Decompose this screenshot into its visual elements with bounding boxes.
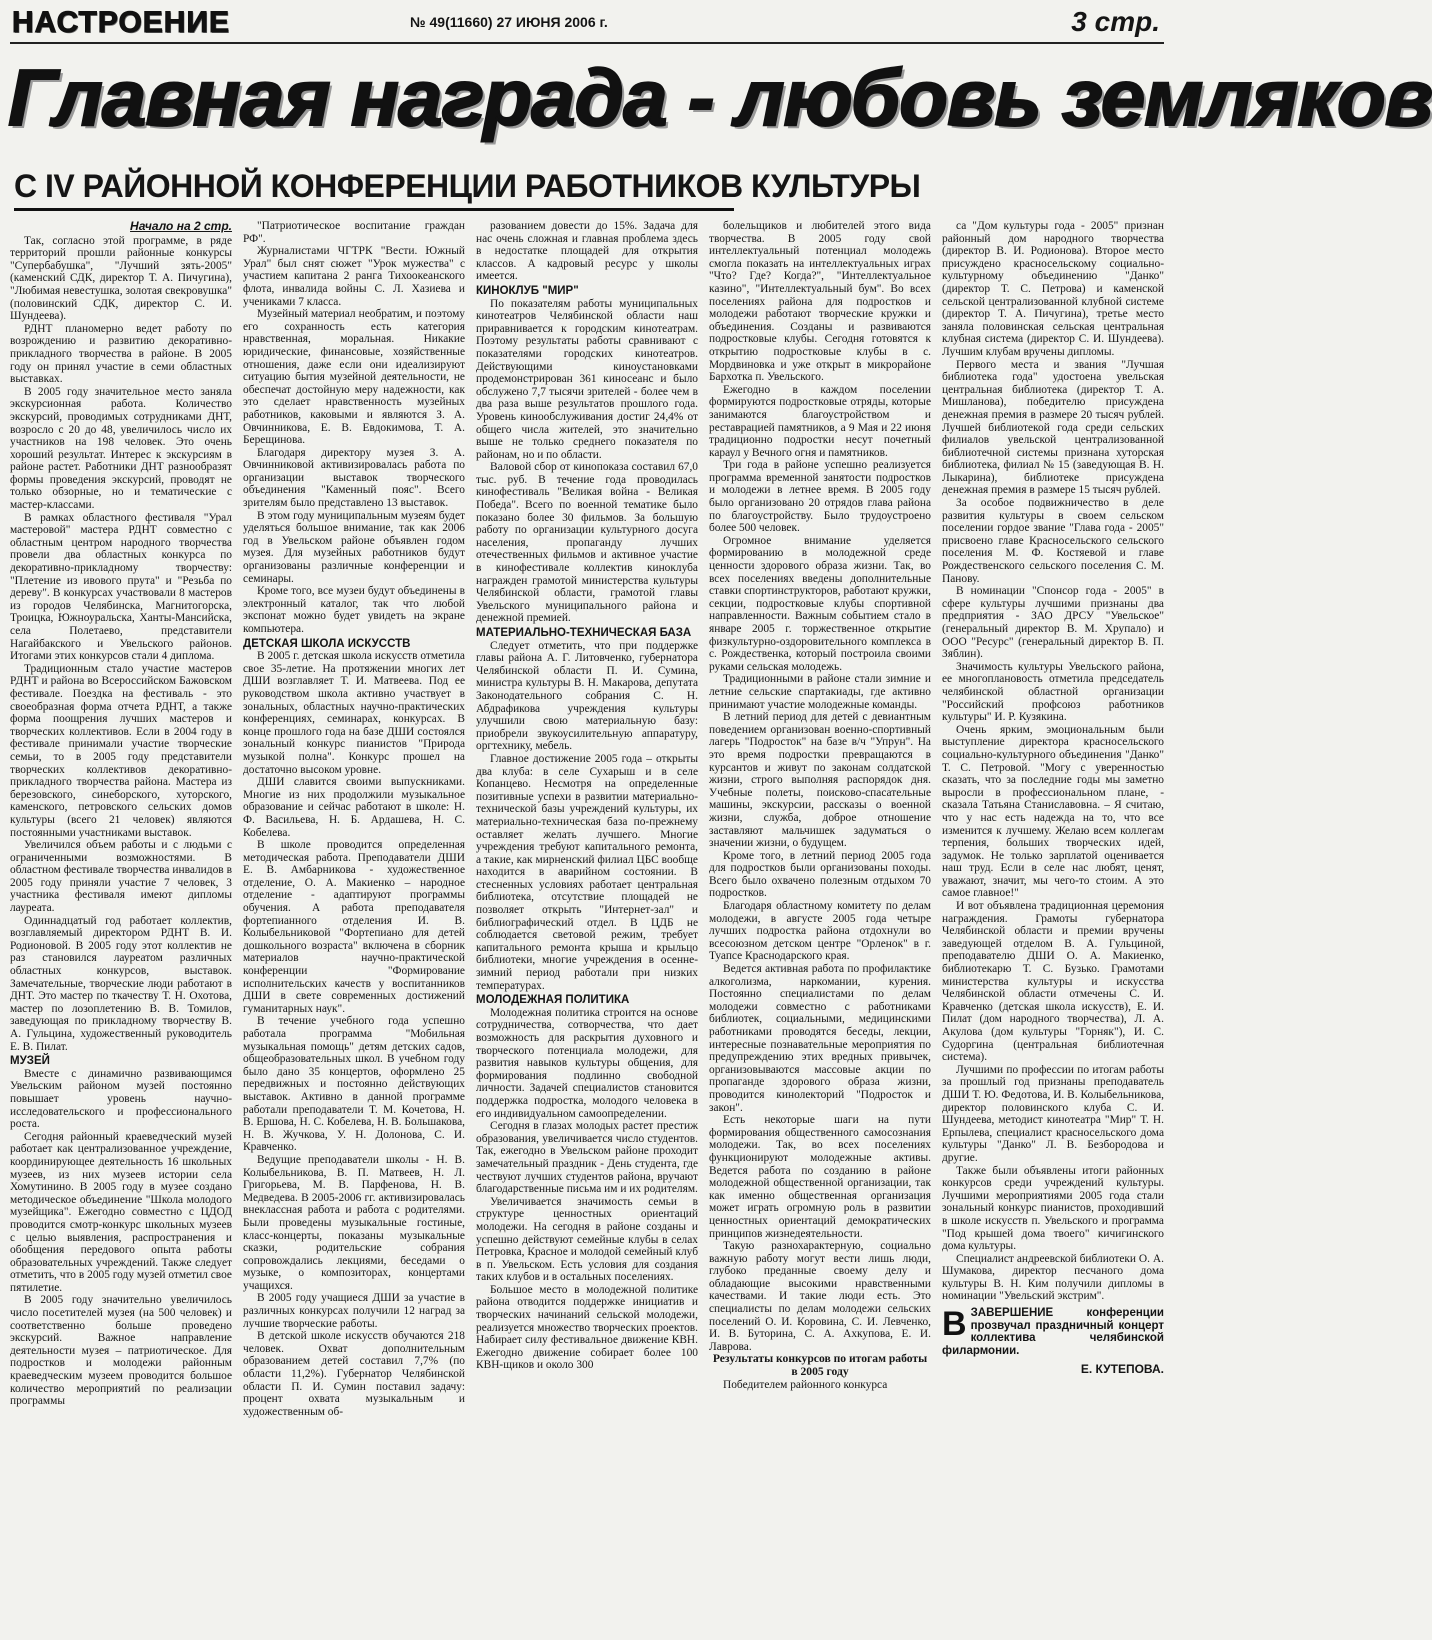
- paragraph: Одиннадцатый год работает коллектив, возглавляемый директором РДНТ В. И. Родионовой. В 2005 году этот коллектив не раз становился лауреатом различных областных конкурсов, выставок. Замечательные, творческие люди работают в ДНТ. Это мастер по ткачеству Т. Н. Охотова, мастер по лозоплетению В. В. Томилов, заведующая по прикладному творчеству В. А. Гульцина, художественный руководитель Е. В. Пилат.: [10, 914, 232, 1053]
- paragraph: Значимость культуры Увельского района, ее многоплановость отметила председатель челябинской областной организации "Российский профсоюз работников культуры" И. Р. Кузякина.: [942, 660, 1164, 724]
- section-heading: ДЕТСКАЯ ШКОЛА ИСКУССТВ: [243, 637, 411, 650]
- paragraph: Победителем районного конкурса: [723, 1378, 888, 1391]
- paragraph-group: [476, 220, 698, 283]
- column-5: [942, 220, 1164, 1615]
- continued-from: Начало на 2 стр.: [130, 219, 232, 233]
- paragraph: В 2005 г. детская школа искусств отметила свое 35-летие. На протяжении многих лет ДШИ возглавляет Т. И. Матвеева. Под ее руководством школа активно участвует в зональных, областных научно-практических конференциях, семинарах, конкурсах. В конце прошлого года на базе ДШИ состоялся зональный конкурс пианистов "Природа музыкой полна". Конкурс прошел на достаточно высоком уровне.: [243, 650, 465, 776]
- paragraph: разованием довести до 15%. Задача для нас очень сложная и главная проблема здесь в недостатке площадей для открытия классов. А кадровый ресурс у школы имеется.: [476, 220, 698, 283]
- drop-cap: В: [942, 1305, 967, 1344]
- section-name: НАСТРОЕНИЕ: [12, 6, 231, 39]
- paragraph-group: [243, 650, 465, 1418]
- paragraph: Кроме того, в летний период 2005 года для подростков были организованы походы. Всего было охвачено полезным отдыхом 70 подростков.: [709, 849, 931, 900]
- section-heading: КИНОКЛУБ "МИР": [476, 284, 579, 297]
- article-body: [10, 220, 1164, 1615]
- paragraph: Традиционным стало участие мастеров РДНТ и района во Всероссийском Бажовском фестивале. Поездка на фестиваль - это своеобразная форма отчета РДНТ, а также форма поощрения лучших мастеров и творческих коллективов. Если в 2004 году в фестивале принимали участие творческие семьи, то в 2005 году представители творческих коллективов декоративно-прикладного творчества района. Мастера из березовского, синеборского, хуторского, каменского, петровского сельских домов культуры (всего 21 человек) являются постоянными участниками выставок.: [10, 662, 232, 839]
- paragraph: Три года в районе успешно реализуется программа временной занятости подростков и молодежи в летнее время. В 2005 году было организовано 20 отрядов глава района по благоустройству. Было трудоустроено более 500 человек.: [709, 459, 931, 535]
- paragraph-group: [709, 1379, 931, 1392]
- paragraph-group: [709, 220, 931, 1353]
- paragraph: Молодежная политика строится на основе сотрудничества, сотворчества, что дает возможность для раскрытия духовного и творческого потенциала молодежи, для развития навыков культуры общения, для формирования подлинно свободной личности. Задачей специалистов становится поддержка подростка, молодого человека в его индивидуальном самоопределении.: [476, 1006, 698, 1120]
- paragraph: Большое место в молодежной политике района отводится поддержке инициатив и творческих начинаний сельской молодежи, реализуется множество творческих проектов. Набирает силу фестивальное движение КВН. Ежегодно движение собирает более 100 КВН-щиков и около 300: [476, 1283, 698, 1372]
- paragraph: В течение учебного года успешно работала программа "Мобильная музыкальная помощь" детям детских садов, общеобразовательных школ. В учебном году было дано 35 концертов, оформлено 25 передвижных и постоянно действующих выставок. Активно в данной программе работали преподаватели Т. М. Кочетова, Н. В. Ершова, Н. С. Кобелева, Н. В. Большакова, Н. В. Жучкова, У. Н. Долонова, С. И. Кравченко.: [243, 1015, 465, 1154]
- paragraph: Огромное внимание уделяется формированию в молодежной среде ценности здорового образа жизни. Так, во всех поселениях введены дополнительные ставки спортинструкторов, работают кружки, секции, подростковые клубы спортивной направленности. Важным событием стало в январе 2005 г. торжественное открытие физкультурно-оздоровительного комплекса в с. Рождественка, который построила своими руками сельская молодежь.: [709, 534, 931, 673]
- paragraph: Ведется активная работа по профилактике алкоголизма, наркомании, курения. Постоянно специалистами по делам молодежи совместно с работниками библиотек, социальными, медицинскими работниками проводятся беседы, лекции, интересные познавательные мероприятия по предупреждению этих вредных привычек, организовываются массовые акции по пропаганде здорового образа жизни, проводится кинолекторий "Подросток и закон".: [709, 963, 931, 1114]
- paragraph: Специалист андреевской библиотеки О. А. Шумакова, директор песчаного дома культуры В. Н. Ким получили дипломы в номинации "Увельский экстрим".: [942, 1252, 1164, 1303]
- paragraph: Традиционными в районе стали зимние и летние сельские спартакиады, где активно принимают участие молодежные команды.: [709, 673, 931, 711]
- paragraph: Также были объявлены итоги районных конкурсов среди учреждений культуры. Лучшими мероприятиями 2005 года стали зональный конкурс пианистов, проходивший в школе искусств п. Увельского и программа "Под крышей дома твоего" кичигинского дома культуры.: [942, 1164, 1164, 1253]
- paragraph-group: [942, 220, 1164, 1303]
- headline: Главная награда - любовь земляков: [8, 53, 1432, 142]
- paragraph: В 2005 году значительное место заняла экскурсионная работа. Количество экскурсий, проводимых сотрудниками ДНТ, возросло с 20 до 48, увеличилось число их участников на 198 человек. Это очень хороший результат. Интерес к экскурсиям в районе растет. Работники ДНТ разнообразят формы проведения экскурсий, проводят не только обзорные, но и тематические с мастер-классами.: [10, 385, 232, 512]
- paragraph: В школе проводится определенная методическая работа. Преподаватели ДШИ Е. В. Амбарникова - художественное отделение, О. А. Макиенко – народное отделение - адаптируют программы обучения. А работа преподавателя фортепианного отделения И. В. Колыбельниковой "Фортепиано для детей дошкольного возраста" включена в сборник материалов научно-практической конференции "Формирование исполнительских качеств у воспитанников ДШИ в свете современных достижений гуманитарных наук".: [243, 839, 465, 1015]
- subheading: С IV РАЙОННОЙ КОНФЕРЕНЦИИ РАБОТНИКОВ КУЛЬТУРЫ: [14, 168, 734, 211]
- paragraph: Сегодня районный краеведческий музей работает как централизованное учреждение, координирующее деятельность 16 школьных музеев, из них музеев истории села Хомутинино. В 2005 году в музее создано методическое объединение "Школа молодого музейщика". Ежегодно совместно с ЦДОД проводится смотр-конкурс школьных музеев с целью выявления, распространения и обобщения передового опыта работы образовательных учреждений. Также следует отметить, что в 2005 году музей отметил свое пятилетие.: [10, 1130, 232, 1294]
- section-heading: МУЗЕЙ: [10, 1055, 50, 1068]
- closing-text: ЗАВЕРШЕНИЕ конференции прозвучал праздничный концерт коллектива челябинской филармонии.: [942, 1307, 1164, 1357]
- paragraph: Такую разнохарактерную, социально важную работу могут вести лишь люди, глубоко преданные своему делу и обладающие высокими нравственными качествами. И такие люди есть. Это специалисты по делам молодежи сельских поселений О. И. Коровина, С. И. Левченко, И. В. Буторина, С. А. Ахкупова, Е. И. Лаврова.: [709, 1240, 931, 1353]
- paragraph: Ежегодно в каждом поселении формируются подростковые отряды, которые занимаются благоустройством и реставрацией памятников, а 9 Мая и 22 июня традиционно подростки несут почетный караул у Вечного огня и памятников.: [709, 383, 931, 459]
- column-4: [709, 220, 931, 1615]
- paragraph: В рамках областного фестиваля "Урал мастеровой" мастера РДНТ совместно с областным центром народного творчества провели два областных конкурса по декоративно-прикладному творчеству: "Плетение из ивового прута" и "Резьба по дереву". В конкурсах участвовали 8 мастеров из городов Челябинска, Магнитогорска, Троицка, Южноуральска, Ханты-Мансийска, села Полетаево, представители Нагайбакского и Увельского районов. Итогами этих конкурсов стали 4 диплома.: [10, 511, 232, 663]
- paragraph: Сегодня в глазах молодых растет престиж образования, увеличивается число студентов. Так, ежегодно в Увельском районе проходит замечательный праздник - День студента, где чествуют лучших студентов района, вручают благодарственные письма им и их родителям.: [476, 1120, 698, 1196]
- paragraph: Вместе с динамично развивающимся Увельским районом музей постоянно повышает уровень научно-исследовательского и профессионального роста.: [10, 1067, 232, 1131]
- paragraph: В 2005 году учащиеся ДШИ за участие в различных конкурсах получили 12 наград за лучшие творческие работы.: [243, 1292, 465, 1330]
- author-byline: Е. КУТЕПОВА.: [1080, 1362, 1164, 1377]
- paragraph: Очень ярким, эмоциональным были выступление директора красносельского социально-культурного объединения "Данко" Т. С. Петровой. "Могу с уверенностью сказать, что за последние годы мы заметно выросли в профессиональном плане, - сказала Татьяна Станиславовна. – Я считаю, что у нас есть надежда на то, что все изменится к лучшему. Желаю всем коллегам терпения, больших творческих идей, задумок. Не только зарплатой оценивается наш труд. Если в селе нас любят, ценят, уважают, значит, мы чего-то стоим. А это самое главное!": [942, 723, 1164, 900]
- paragraph: За особое подвижничество в деле развития культуры в своем сельском поселении гордое звание "Глава года - 2005" присвоено главе Красносельского сельского поселения М. Ф. Костяевой и главе Рождественского сельского поселения С. М. Панову.: [942, 497, 1164, 585]
- page-number: 3 стр.: [1071, 6, 1160, 37]
- paragraph: ДШИ славится своими выпускниками. Многие из них продолжили музыкальное образование и сейчас работают в школе: Н. Ф. Васильева, Н. Б. Ардашева, Н. С. Кобелева.: [243, 776, 465, 839]
- column-1: [10, 220, 232, 1615]
- paragraph: По показателям работы муниципальных кинотеатров Челябинской области наш приравнивается к городским кинотеатрам. Поэтому результаты работы сравнивают с показателями городских кинотеатров. Действующими киноустановками продемонстрирован 361 киносеанс и было обслужено 7,7 тысячи зрителей - более чем в два раза выше результатов прошлого года. Уровень кинообслуживания достиг 24,4% от общего числа жителей, это значительно выше не только среднего показателя по районам, но и по области.: [476, 297, 698, 461]
- masthead: [10, 6, 1164, 44]
- paragraph: В летний период для детей с девиантным поведением организован военно-спортивный лагерь "Подросток" на базе в/ч "Упрун". На это время подростки превращаются в курсантов и живут по законам солдатской жизни, строго выполняя распорядок дня. Учебные полеты, поисково-спасательные машины, экскурсии, рассказы о военной жизни, служба, доброе отношение заставляют мальчишек задуматься о значении жизни, о будущем.: [709, 711, 931, 850]
- results-heading: Результаты конкурсов по итогам работы в 2005 году: [712, 1352, 928, 1379]
- section-heading: МОЛОДЕЖНАЯ ПОЛИТИКА: [476, 994, 630, 1007]
- paragraph: Первого места и звания "Лучшая библиотека года" удостоена увельская центральная библиотека (директор Т. А. Мишланова), победителю присуждена денежная премия в размере 20 тысяч рублей. Лучшей библиотекой года среди сельских филиалов увельской централизованной библиотечной системы признана хуторская библиотека, филиал № 15 (заведующая В. Н. Лыкарина), библиотеке присуждена денежная премия в размере 15 тысяч рублей.: [942, 358, 1164, 497]
- column-3: [476, 220, 698, 1615]
- paragraph: Валовой сбор от кинопоказа составил 67,0 тыс. руб. В течение года проводилась кинофестиваль "Великая война - Великая Победа". Всего по военной тематике было показано более 30 фильмов. За большую работу по организации культурного досуга населения, пропаганду лучших отечественных фильмов и активное участие в кинофестивале коллектив киноклуба награжден грамотой министерства культуры Челябинской области, грамотой главы Увельского муниципального района и денежной премией.: [476, 461, 698, 625]
- paragraph-group: [476, 298, 698, 625]
- paragraph-group: [243, 220, 465, 636]
- paragraph: Музейный материал необратим, и поэтому его сохранность есть категория нравственная, моральная. Никакие юридические, финансовые, хозяйственные отношения, даже если они идеализируют ситуацию бытия музейной деятельности, не обеспечат достойную меру надежности, как это сделает нравственность музейных работников, каковыми и являются З. А. Овчинникова, Е. В. Евдокимова, Т. А. Берещинова.: [243, 308, 465, 447]
- paragraph: Следует отметить, что при поддержке главы района А. Г. Литовченко, губернатора Челябинской области П. И. Сумина, министра культуры В. Н. Макарова, депутата Законодательного собрания С. Н. Абдрафикова учреждения культуры улучшили свою материальную базу: приобрели звукоусилительную аппаратуру, оргтехнику, мебель.: [476, 639, 698, 753]
- section-heading: МАТЕРИАЛЬНО-ТЕХНИЧЕСКАЯ БАЗА: [476, 627, 692, 639]
- paragraph: Благодаря областному комитету по делам молодежи, в августе 2005 года четыре лучших подростка района отдохнули во всесоюзном детском центре "Орленок" в г. Туапсе Краснодарского края.: [709, 900, 931, 963]
- paragraph: В этом году муниципальным музеям будет уделяться большое внимание, так как 2006 год в Увельском районе объявлен годом музея. Для музейных работников будут организованы различные конференции и семинары.: [243, 509, 465, 585]
- paragraph: Лучшими по профессии по итогам работы за прошлый год признаны преподаватель ДШИ Т. Ю. Федотова, И. В. Колыбельникова, директор половинского клуба С. И. Шундеева, методист кинотеатра "Мир" Т. Н. Ерпылева, специалист красносельского дома культуры "Данко" Л. В. Безбородова и другие.: [942, 1063, 1164, 1164]
- column-2: [243, 220, 465, 1615]
- paragraph: В детской школе искусств обучаются 218 человек. Охват дополнительным образованием детей составил 7,7% (по области 11,2%). Губернатор Челябинской области П. И. Сумин поставил задачу: процент охвата музыкальным и художественным об-: [243, 1330, 465, 1418]
- paragraph: Благодаря директору музея З. А. Овчинниковой активизировалась работа по организации выставок творческого объединения "Каменный пояс". Всего зрителям было представлено 13 выставок.: [243, 446, 465, 510]
- closing-paragraph: [942, 1307, 1164, 1357]
- paragraph: Журналистами ЧГТРК "Вести. Южный Урал" был снят сюжет "Урок мужества" с участием капитана 2 ранга Тихоокеанского флота, инвалида войны С. Л. Хазиева и учениками 7 класса.: [243, 245, 465, 308]
- paragraph: Увеличился объем работы и с людьми с ограниченными возможностями. В областном фестивале творчества инвалидов в 2005 году приняли участие 7 человек, 3 участника фестиваля имеют дипломы лауреата.: [10, 839, 232, 915]
- paragraph: Ведущие преподаватели школы - Н. В. Колыбельникова, В. П. Матвеев, Н. Л. Григорьева, М. В. Парфенова, Н. В. Медведева. В 2005-2006 гг. активизировалась внеклассная работа и работа с родителями. Были проведены музыкальные гостиные, класс-концерты, показаны музыкальные сказки, родительские собрания сопровождались лекциями, беседами о музыке, о композиторах, концертами учащихся.: [243, 1153, 465, 1292]
- paragraph-group: [10, 235, 232, 1054]
- paragraph-group: [476, 1007, 698, 1372]
- paragraph: "Патриотическое воспитание граждан РФ".: [243, 220, 465, 245]
- paragraph: Кроме того, все музеи будут объединены в электронный каталог, так что любой экспонат можно будет увидеть на экране компьютера.: [243, 585, 465, 635]
- paragraph: Увеличивается значимость семьи в структуре ценностных ориентаций молодежи. На сегодня в районе созданы и успешно действуют семейные клубы в селах Петровка, Красное и молодой семейный клуб в п. Увельском. Есть условия для создания таких клубов и в остальных поселениях.: [476, 1195, 698, 1284]
- paragraph: В номинации "Спонсор года - 2005" в сфере культуры лучшими признаны два предприятия - ЗАО ДРСУ "Увельское" (генеральный директор В. М. Хрупало) и ООО "Ресурс" (генеральный директор В. П. Зяблин).: [942, 585, 1164, 661]
- paragraph-group: [476, 640, 698, 993]
- paragraph: са "Дом культуры года - 2005" признан районный дом народного творчества (директор В. И. Родионова). Второе место присуждено красносельскому социально-культурному объединению "Данко" (директор Т. С. Петрова) и каменской сельской централизованной клубной системе (директор Т. А. Пичугина), третье место заняла половинская сельская центральная клубная система (директор С. И. Шундеева). Лучшим клубам вручены дипломы.: [942, 220, 1164, 358]
- paragraph: Так, согласно этой программе, в ряде территорий прошли районные конкурсы "Супербабушка", "Лучший зять-2005" (каменский СДК, директор Т. А. Пичугина), "Любимая невестушка, золотая свекровушка" (половинский СДК, директор С. И. Шундеева).: [10, 234, 232, 323]
- paragraph: И вот объявлена традиционная церемония награждения. Грамоты губернатора Челябинской области и премии вручены заведующей отделом В. А. Гульциной, преподавателю ДШИ О. А. Макиенко, библиотекарю Т. С. Бузько. Грамотами министерства культуры и искусства Челябинской области отмечены С. И. Кравченко (детская школа искусств), Е. И. Пилат (дом народного творчества), Л. А. Акулова (дом культуры "Горняк"), И. С. Судоргина (центральная библиотечная система).: [942, 900, 1164, 1064]
- paragraph: В 2005 году значительно увеличилось число посетителей музея (на 500 человек) и соответственно больше проведено экскурсий. Важное направление деятельности музея – патриотическое. Для подростков и молодежи районным краеведческим музеем проводится большое количество мероприятий по реализации программы: [10, 1294, 232, 1408]
- paragraph: болельщиков и любителей этого вида творчества. В 2005 году свой интеллектуальный потенциал молодежь смогла показать на интеллектуальных играх "Что? Где? Когда?", "Интеллектуальное казино", "Интеллектуальный бум". Во всех поселениях района для подростков и молодежи работают творческие кружки и объединения. Созданы и развиваются подростковые клубы. Сегодня готовятся к открытию подростковые клубы в с. Мордвиновка и уже открыт в микрорайоне Бархотка п. Увельского.: [709, 220, 931, 384]
- issue-info: № 49(11660) 27 ИЮНЯ 2006 г.: [410, 14, 608, 30]
- paragraph-group: [10, 1068, 232, 1408]
- paragraph: РДНТ планомерно ведет работу по возрождению и развитию декоративно-прикладного творчества в районе. В 2005 году он принял участие в семи областных выставках.: [10, 322, 232, 386]
- paragraph: Есть некоторые шаги на пути формирования общественного самосознания молодежи. Так, во всех поселениях функционируют молодежные активы. Ведется работа по созданию в районе молодежной общественной организации, так как именно общественная организация может играть огромную роль в развитии ценностных ориентаций демократических принципов жизнедеятельности.: [709, 1114, 931, 1240]
- paragraph: Главное достижение 2005 года – открыты два клуба: в селе Сухарыш и в селе Копанцево. Несмотря на определенные позитивные успехи в развитии материально-технической базы учреждений культуры, их материально-техническая база по-прежнему оставляет желать лучшего. Многие учреждения требуют капитального ремонта, а такие, как мирненский филиал ЦБС вообще находится в аварийном состоянии. В стесненных условиях работает центральная библиотека, отсутствие площадей не позволяет открыть "Интернет-зал" и библиографический отдел. В ЦДБ не соблюдается световой режим, требует капитального ремонта крыша и крыльцо библиотеки, многие учреждения в осенне-зимний период работали при низких температурах.: [476, 752, 698, 992]
